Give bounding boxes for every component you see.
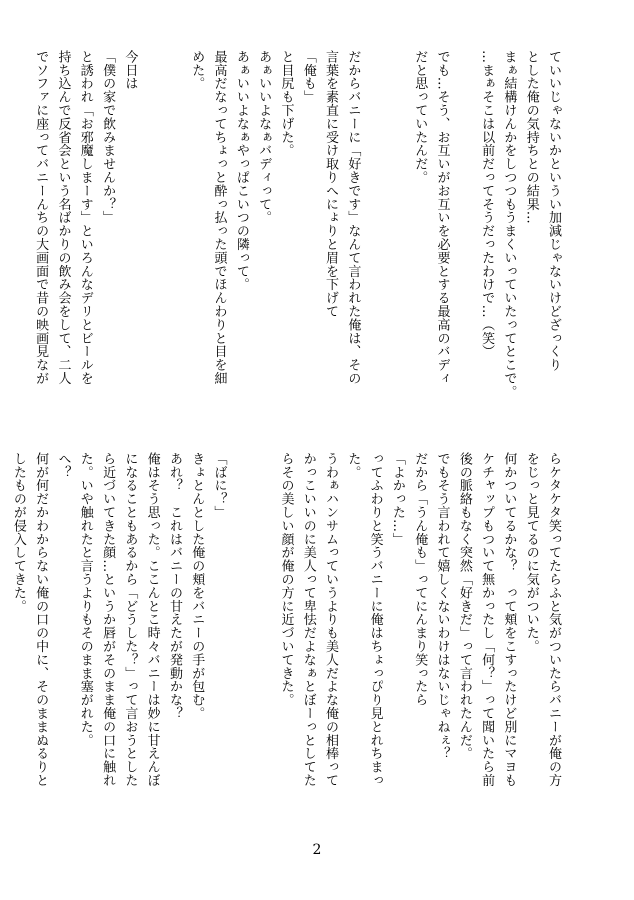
lower-text-line: た。	[345, 452, 361, 479]
lower-text-line: あれ？ これはバニーの甘えたが発動かな？	[166, 452, 182, 720]
upper-text-line: 言葉を素直に受け取りへにょりと眉を下げて	[323, 50, 339, 318]
upper-text-line	[386, 50, 408, 435]
lower-text-line: うわぁハンサムっていうよりも美人だよな俺の相棒って	[323, 452, 339, 787]
upper-text-line: …まぁそこは以前だってそうだったわけで…（笑）	[479, 50, 495, 359]
lower-text-line: ってふわりと笑うバニーに俺はちょっぴり見とれちまっ	[367, 452, 383, 787]
lower-text-line: になることもあるから「どうした？」って言おうとした	[122, 452, 138, 787]
upper-text-line	[163, 50, 185, 435]
upper-text-line: とした俺の気持ちとの結果…	[523, 50, 539, 225]
lower-text-line: らケタケタ笑ってたらふと気がついたらバニーが俺の方	[546, 452, 561, 787]
upper-text-line: あぁいいよなぁバディって。	[256, 50, 272, 225]
lower-text-line: でもそう言われて嬉しくないわけはないじゃねぇ？	[434, 452, 450, 761]
upper-text-line: ていいじゃないかというい加減じゃないけどざっくり	[546, 50, 561, 372]
upper-text-line	[453, 50, 475, 435]
upper-text-line: と目尻も下げた。	[278, 50, 294, 158]
lower-text-line: らその美しい顔が俺の方に近づいてきた。	[278, 452, 294, 707]
upper-text-line	[363, 50, 385, 435]
page-number: 2	[312, 842, 322, 858]
lower-text-line: だから「うん俺も」ってにんまり笑ったら	[412, 452, 428, 707]
lower-text-line	[230, 452, 252, 837]
lower-text-line: た。いや触れたと言うよりもそのまま塞がれた。	[77, 452, 93, 747]
upper-text-line: だからバニーに「好きです」なんて言われた俺は、その	[345, 50, 361, 385]
upper-text-line: でソファに座ってバニーんちの大画面で昔の映画見なが	[33, 50, 49, 385]
upper-text-line: と誘われ「お邪魔しまーす」といろんなデリとビールを	[77, 50, 93, 385]
lower-text-line: きょとんとした俺の頬をバニーの手が包む。	[189, 452, 205, 720]
lower-text-line: へ？	[55, 452, 71, 479]
upper-text-block	[29, 50, 564, 435]
lower-text-line: かっこいいのに美人って卑怯だよなぁとぼーっとしてた	[300, 452, 316, 787]
lower-text-line: 何かついてるかな？ って頬をこすったけど別にマヨも	[501, 452, 517, 787]
upper-text-line: 持ち込んで反省会という名ばかりの飲み会をして、二人	[55, 50, 71, 385]
upper-text-line: めた。	[189, 50, 205, 91]
upper-text-line	[140, 50, 162, 435]
lower-text-line: をじっと見てるのに気がついた。	[523, 452, 539, 653]
lower-text-line: ケチャップもついて無かったし「何？」って聞いたら前	[479, 452, 495, 787]
upper-text-line: 「僕の家で飲みませんか？」	[100, 50, 116, 225]
upper-text-line: 「俺も」	[300, 50, 316, 104]
upper-text-line: まぁ結構けんかをしつつもうまくいっていたってとこで。	[501, 50, 517, 399]
lower-text-line: 「ばに？」	[211, 452, 227, 519]
lower-text-line: 俺はそう思った。ここんとこ時々バニーは妙に甘えんぼ	[144, 452, 160, 787]
upper-text-line: 今日は	[122, 50, 138, 91]
upper-text-line: 最高だなってちょっと酔っ払った頭でほんわりと目を細	[211, 50, 227, 385]
lower-text-line: 後の脈絡もなく突然「好きだ」って言われたんだ。	[456, 452, 472, 761]
lower-text-line: したものが侵入してきた。	[10, 452, 26, 613]
lower-text-block	[7, 452, 564, 837]
lower-text-line	[252, 452, 274, 837]
upper-text-line: あぁいいよなぁやっぱこいつの隣って。	[233, 50, 249, 292]
upper-text-line: でも…そう、お互いがお互いを必要とする最高のバディ	[434, 50, 450, 385]
upper-text-line: だと思っていたんだ。	[412, 50, 428, 184]
lower-text-line: ら近づいてきた顔…というか唇がそのまま俺の口に触れ	[100, 452, 116, 787]
lower-text-line: 「よかった…」	[389, 452, 405, 546]
lower-text-line: 何が何だかわからない俺の口の中に、そのままぬるりと	[33, 452, 49, 787]
